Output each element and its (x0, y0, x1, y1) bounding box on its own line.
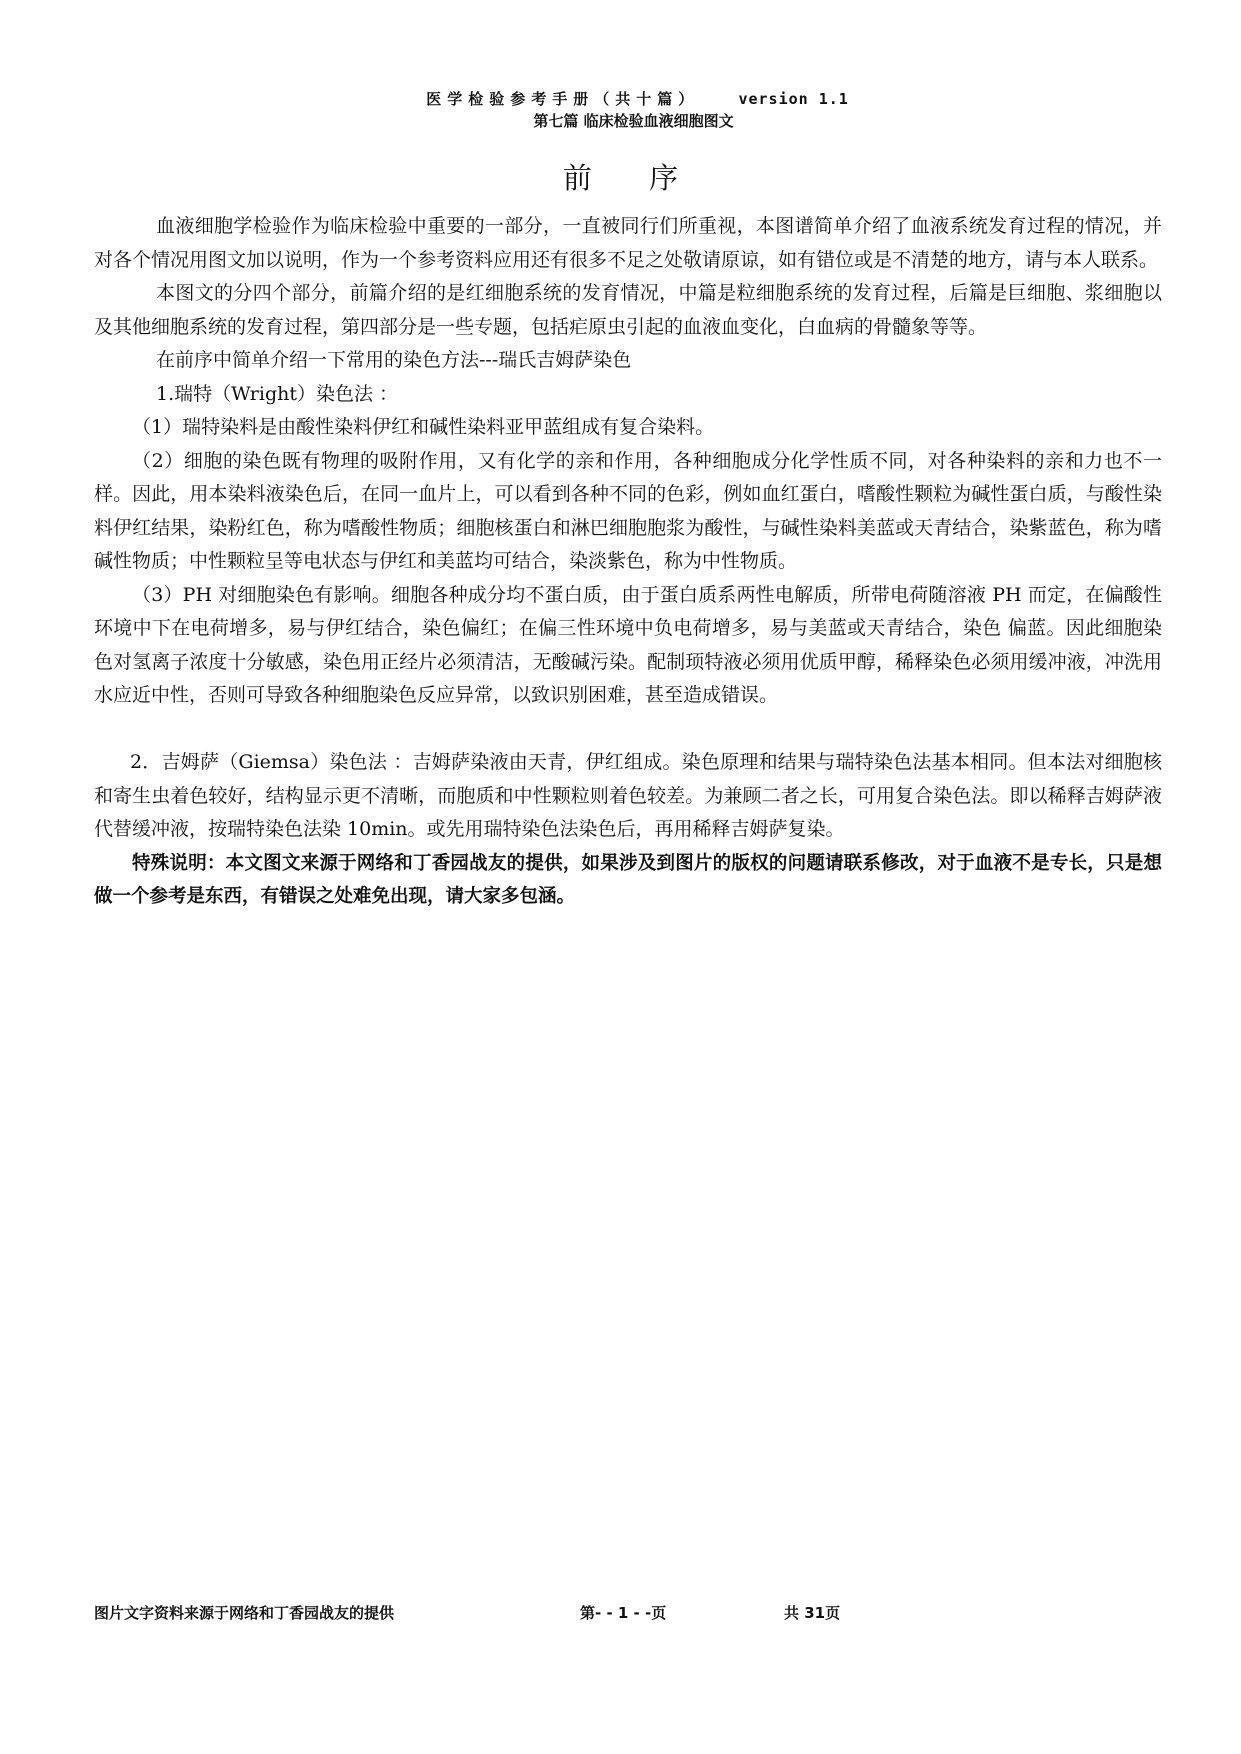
paragraph-staining-intro: 在前序中简单介绍一下常用的染色方法---瑞氏吉姆萨染色 (156, 349, 632, 371)
version-label: version 1.1 (738, 90, 849, 108)
paragraph-wright-1: （1）瑞特染料是由酸性染料伊红和碱性染料亚甲蓝组成有复合染料。 (132, 416, 715, 438)
paragraph-giemsa-method: 2．吉姆萨（Giemsa）染色法 ：吉姆萨染液由天青，伊红组成。染色原理和结果与瑞特染色法基本相同。但本法对细胞核和寄生虫着色较好，结构显示更不清晰，而胞质和中性颗粒则着色较差。为兼顾二者之长，可用复合染色法。即以稀释吉姆萨液代替缓冲液，按瑞特染色法染 10min。或先用瑞特染色法染色后，再用稀释吉姆萨复染。 (94, 751, 1162, 840)
heading-wright-method: 1.瑞特（Wright）染色法 ： (156, 382, 399, 405)
series-title: 医学检验参考手册（共十篇） (426, 90, 700, 108)
footer-page-number: 第- - 1 - -页 (580, 1604, 667, 1622)
special-notice: 特殊说明：本文图文来源于网络和丁香园战友的提供，如果涉及到图片的版权的问题请联系修改，对于血液不是专长，只是想做一个参考是东西，有错误之处难免出现，请大家多包涵。 (94, 852, 1162, 907)
chapter-title: 第七篇 临床检验血液细胞图文 (533, 112, 734, 130)
document-body (94, 210, 1162, 914)
paragraph-wright-3: （3）PH 对细胞染色有影响。细胞各种成分均不蛋白质，由于蛋白质系两性电解质，所带电荷随溶液 PH 而定，在偏酸性环境中下在电荷增多，易与伊红结合，染色偏红；在偏三性环境中负电荷增多，易与美蓝或天青结合，染色 偏蓝。因此细胞染色对氢离子浓度十分敏感，染色用正经片必须清洁，无酸碱污染。配制顼特液必须用优质甲醇，稀释染色必须用缓冲液，冲洗用水应近中性，否则可导致各种细胞染色反应异常，以致识别困难，甚至造成错误。 (94, 583, 1162, 706)
page-header (0, 88, 1241, 132)
footer-total-pages: 共 31页 (784, 1604, 841, 1622)
paragraph-structure: 本图文的分四个部分，前篇介绍的是红细胞系统的发育情况，中篇是粒细胞系统的发育过程，后篇是巨细胞、浆细胞以及其他细胞系统的发育过程，第四部分是一些专题，包括疟原虫引起的血液血变化，白血病的骨髓象等等。 (94, 282, 1162, 338)
page-title: 前 序 (562, 161, 703, 195)
paragraph-intro: 血液细胞学检验作为临床检验中重要的一部分，一直被同行们所重视，本图谱简单介绍了血液系统发育过程的情况，并对各个情况用图文加以说明，作为一个参考资料应用还有很多不足之处敬请原谅，如有错位或是不清楚的地方，请与本人联系。 (94, 215, 1162, 271)
spacer (94, 713, 1162, 747)
paragraph-wright-2: （2）细胞的染色既有物理的吸附作用，又有化学的亲和作用，各种细胞成分化学性质不同，对各种染料的亲和力也不一样。因此，用本染料液染色后，在同一血片上，可以看到各种不同的色彩，例如血红蛋白，嗜酸性颗粒为碱性蛋白质，与酸性染料伊红结果，染粉红色，称为嗜酸性物质；细胞核蛋白和淋巴细胞胞浆为酸性，与碱性染料美蓝或天青结合，染紫蓝色，称为嗜碱性物质；中性颗粒呈等电状态与伊红和美蓝均可结合，染淡紫色，称为中性物质。 (94, 449, 1162, 572)
footer-source: 图片文字资料来源于网络和丁香园战友的提供 (94, 1604, 395, 1622)
header-line1 (0, 88, 1241, 110)
